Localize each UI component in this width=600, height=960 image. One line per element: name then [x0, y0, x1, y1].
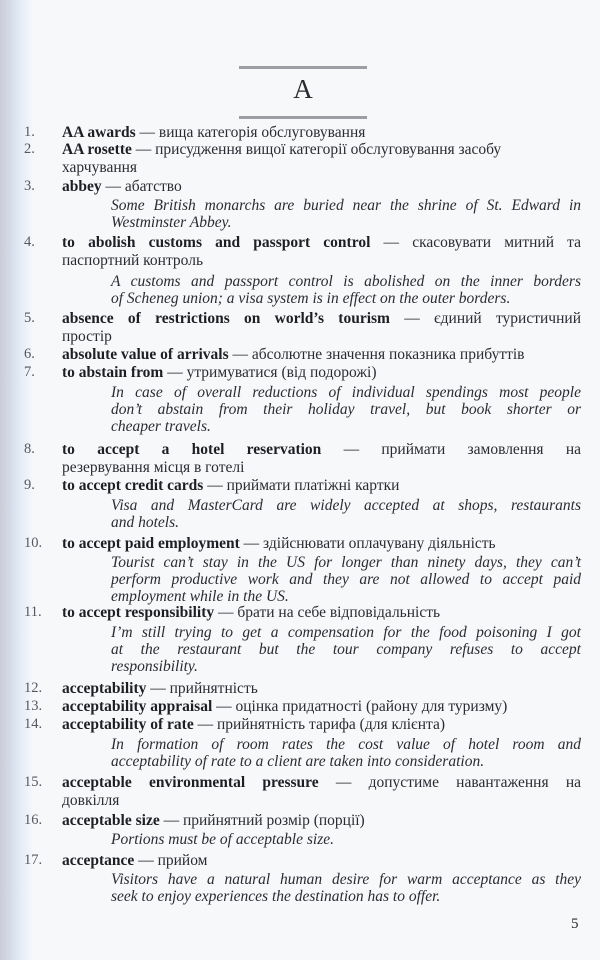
entry-term: acceptable size [62, 812, 160, 829]
entry-number: 14. [24, 716, 43, 732]
entry-number: 12. [24, 680, 43, 696]
entry-number: 1. [24, 124, 35, 140]
entry-example: In case of overall reductions of individual spendings most people don’t abstain from their holiday travel, but book shorter or cheaper travels. [111, 384, 581, 435]
entry-translation: скасовувати митний та [412, 234, 581, 251]
entry-translation-continuation: простір [62, 328, 112, 345]
entry-term: acceptable environmental pressure [62, 774, 319, 791]
entry-number: 7. [24, 364, 35, 380]
entry-number: 17. [24, 852, 43, 868]
entry-example: A customs and passport control is abolished on the inner borders of Scheneg union; a visa system is in effect on the outer borders. [111, 273, 581, 307]
entry-translation: оцінка придатності (району для туризму) [235, 698, 508, 715]
entry-number: 16. [24, 812, 43, 828]
entry-term: abbey [62, 178, 102, 195]
entry-example: Portions must be of acceptable size. [111, 831, 334, 848]
entry-translation-continuation: довкілля [62, 792, 120, 809]
entry-term: absolute value of arrivals [62, 346, 229, 363]
entry-translation-continuation: паспортний контроль [62, 252, 204, 269]
entry-term: to accept credit cards [62, 477, 204, 494]
entry-term: to accept responsibility [62, 604, 215, 621]
entry-example: In formation of room rates the cost value of hotel room and acceptability of rate to a client are taken into consideration. [111, 736, 581, 770]
entry-term: acceptability [62, 680, 147, 697]
entry-term: acceptability appraisal [62, 698, 213, 715]
entry-number: 2. [24, 141, 35, 157]
entry-translation: прийнятність [169, 680, 258, 697]
dictionary-page: A 1. AA awards — вища категорія обслуговування 2. AA rosette — присудження вищої категорії обслуговування засобу харчування 3. abbey — абатство Some British monarchs are buried near the shrine of St. Edward in Westminster Abbey. 4. to abolish customs and passport control — скасовувати митний та паспортний контроль A customs and passport control is abolished on the inner borders of Scheneg union; a visa system is in effect on the outer borders. 5. absence of restrictions on world’s tourism — єдиний туристичний простір 6. absolute value of arrivals — абсолютне значення показника прибуттів 7. to abstain from — утримуватися (від подорожі) In case of overall reductions of individual spendings most people don’t abstain from their holiday travel, but book shorter or cheaper travels. 8. to accept a hotel reservation — приймати замовлення на резервування місця в готелі 9. to accept credit cards — приймати платіжні картки Visa and MasterCard are widely accepted at shops, restaurants and hotels. 10. to accept paid employment — здійснювати оплачувану діяльність Tourist can’t stay in the US for longer than ninety days, they can’t perform productive work and they are not allowed to accept paid employment while in the US. 11. to accept responsibility — брати на себе відповідальність I’m still trying to get a compensation for the food poisoning I got at the restaurant but the tour company refuses to accept responsibility. 12. acceptability — прийнятність 13. acceptability appraisal — оцінка придатності (району для туризму) 14. acceptability of rate — прийнятність тарифа (для клієнта) In formation of room rates the cost value of hotel room and acceptability of rate to a client are taken into consideration. 15. acceptable environmental pressure — допустиме навантаження на довкілля 16. acceptable size — прийнятний розмір (порції) Portions must be of acceptable size. 17. acceptance — прийом Visitors have a natural human desire for warm acceptance as they seek to enjoy experiences the destination has to offer. 5 [0, 0, 600, 960]
entry-example: Visa and MasterCard are widely accepted at shops, restaurants and hotels. [111, 497, 581, 531]
entry-translation: здійснювати оплачувану діяльність [263, 535, 496, 552]
entry-translation: присудження вищої категорії обслуговування засобу [155, 141, 502, 158]
entry-translation: вища категорія обслуговування [158, 124, 366, 141]
entry-translation: прийнятний розмір (порції) [182, 812, 365, 829]
entry-translation: приймати замовлення на [381, 441, 581, 458]
entry-number: 4. [24, 234, 35, 250]
entry-translation-continuation: резервування місця в готелі [62, 459, 245, 476]
entry-example: I’m still trying to get a compensation for the food poisoning I got at the restaurant but the tour company refuses to accept responsibility. [111, 624, 581, 675]
entry-translation: допустиме навантаження на [368, 774, 582, 791]
section-letter-heading: A [239, 66, 367, 119]
page-number: 5 [571, 916, 579, 932]
entry-translation: прийом [157, 852, 208, 869]
entry-number: 6. [24, 346, 35, 362]
entry-example: Visitors have a natural human desire for warm acceptance as they seek to enjoy experiences the destination has to offer. [111, 871, 581, 905]
entry-number: 8. [24, 441, 35, 457]
entry-term: AA awards [62, 124, 136, 141]
entry-number: 10. [24, 535, 43, 551]
entry-number: 3. [24, 178, 35, 194]
entry-example: Tourist can’t stay in the US for longer than ninety days, they can’t perform productive work and they are not allowed to accept paid employment while in the US. [111, 554, 581, 605]
entry-number: 11. [24, 604, 42, 620]
entry-translation: приймати платіжні картки [226, 477, 400, 494]
entry-number: 13. [24, 698, 43, 714]
entry-term: acceptability of rate [62, 716, 194, 733]
entry-number: 15. [24, 774, 43, 790]
entry-translation-continuation: харчування [62, 159, 138, 176]
entry-example: Some British monarchs are buried near the shrine of St. Edward in Westminster Abbey. [111, 197, 581, 231]
entry-term: to accept a hotel reservation [62, 441, 322, 458]
entry-translation: абатство [124, 178, 182, 195]
entry-term: to accept paid employment [62, 535, 240, 552]
entry-term: AA rosette [62, 141, 132, 158]
entry-number: 5. [24, 310, 35, 326]
entry-term: to abstain from [62, 364, 164, 381]
entry-translation: утримуватися (від подорожі) [186, 364, 377, 381]
entry-number: 9. [24, 477, 35, 493]
entry-term: to abolish customs and passport control [62, 234, 371, 251]
entry-term: absence of restrictions on world’s tourism [62, 310, 390, 327]
entry-translation: брати на себе відповідальність [237, 604, 441, 621]
entry-translation: єдиний туристичний [434, 310, 581, 327]
entry-translation: абсолютне значення показника прибуттів [251, 346, 525, 363]
entry-translation: прийнятність тарифа (для клієнта) [216, 716, 445, 733]
entry-term: acceptance [62, 852, 135, 869]
